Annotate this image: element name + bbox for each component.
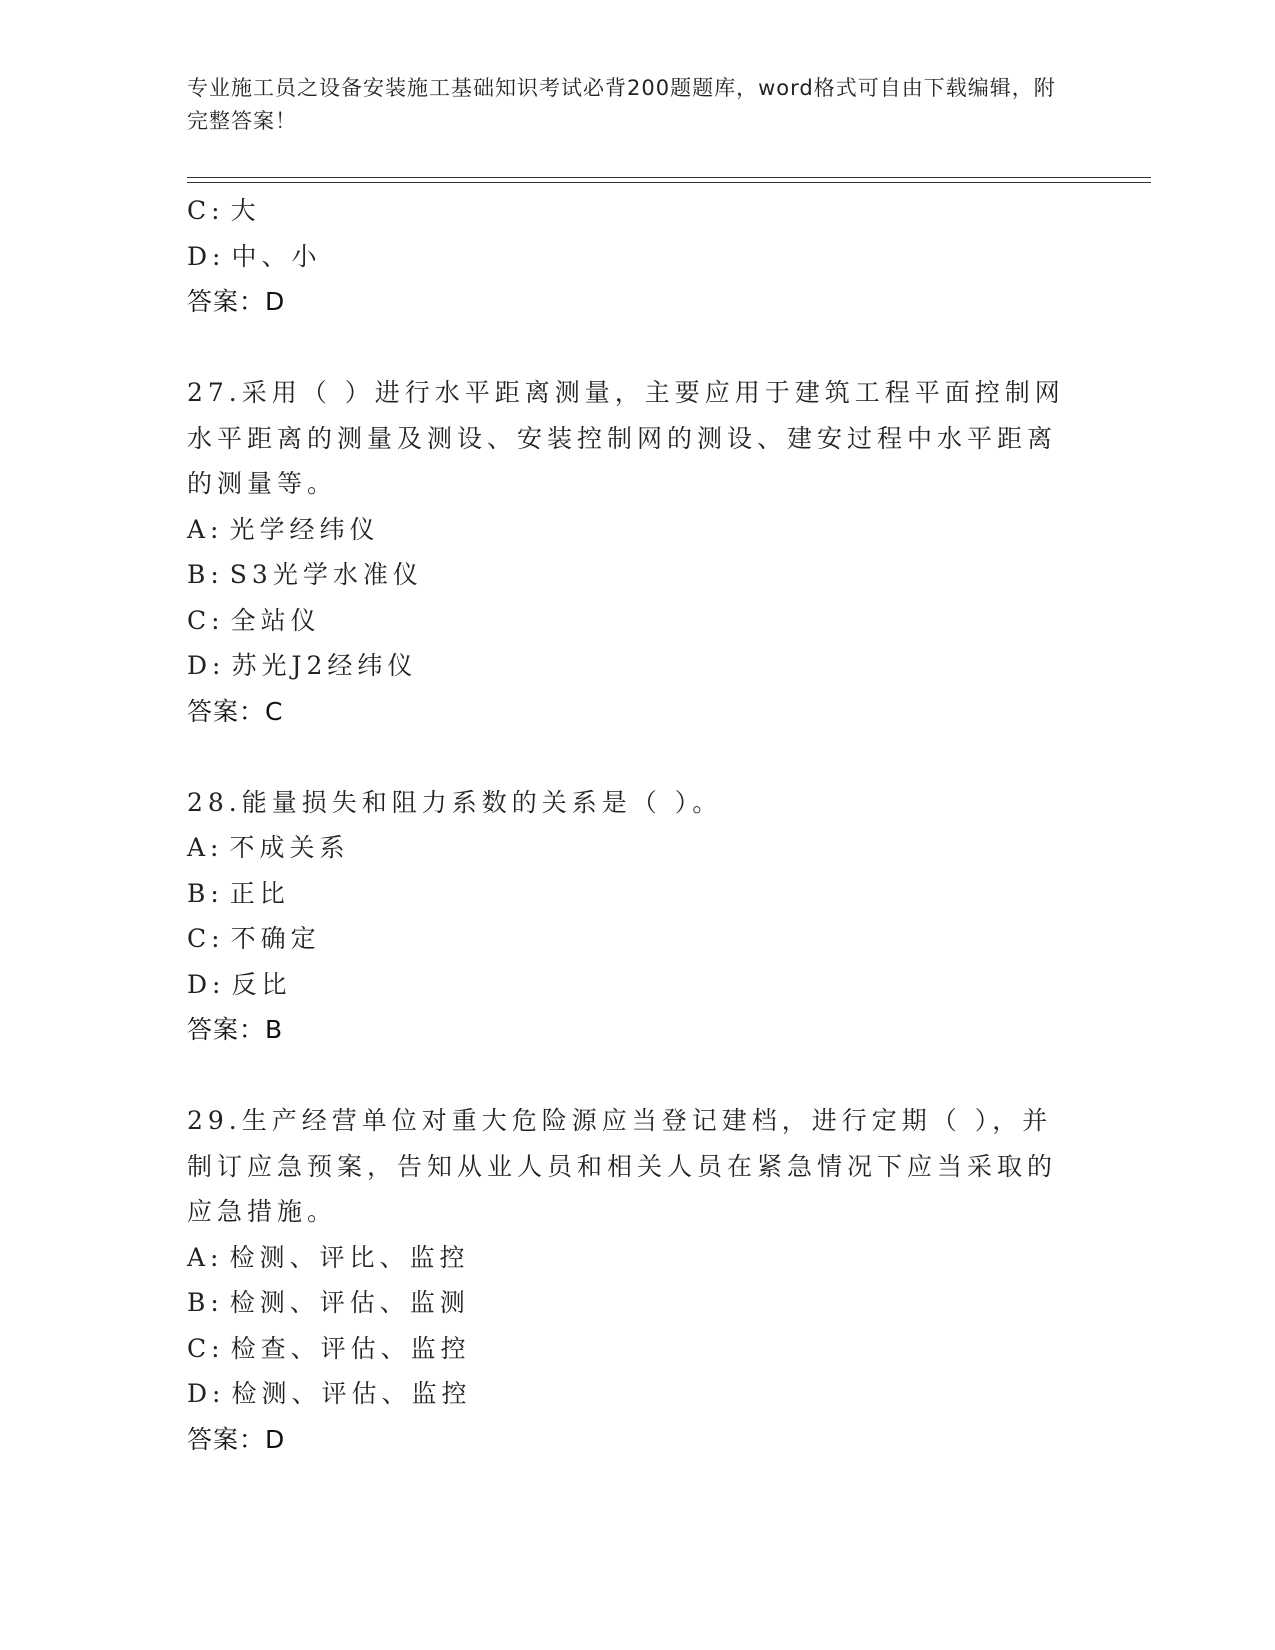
option-text: 不确定 xyxy=(230,924,321,953)
spacer xyxy=(187,734,1087,780)
answer-line: 答案：C xyxy=(187,696,284,726)
option-a xyxy=(187,507,1087,553)
option-b xyxy=(187,552,1087,598)
option-text: 不成关系 xyxy=(229,833,350,862)
option-text: 检测、评比、监控 xyxy=(229,1242,470,1272)
option-label: D: xyxy=(187,1379,226,1408)
option-label: C: xyxy=(187,924,225,953)
option-b xyxy=(187,1280,1087,1326)
question-text: 29.生产经营单位对重大危险源应当登记建档，进行定期（ ），并制订应急预案，告知从业人员和相关人员在紧急情况下应当采取的应急措施。 xyxy=(187,1106,1058,1226)
option-text: 大 xyxy=(230,196,261,225)
spacer xyxy=(187,1053,1087,1099)
option-label: C: xyxy=(187,1333,225,1363)
option-label: D: xyxy=(187,241,226,271)
option-label: D: xyxy=(187,651,226,680)
option-d xyxy=(187,643,1087,689)
option-label: B: xyxy=(187,1288,224,1317)
option-text: 检测、评估、监测 xyxy=(229,1288,470,1317)
document-header-title: 专业施工员之设备安装施工基础知识考试必背200题题库，word格式可自由下载编辑，附完整答案！ xyxy=(187,76,1056,133)
option-text: 检查、评估、监控 xyxy=(230,1333,471,1363)
question-block-29 xyxy=(187,1098,1087,1462)
option-label: D: xyxy=(187,969,226,999)
option-a xyxy=(187,1235,1087,1281)
question-block-26 xyxy=(187,188,1087,325)
question-block-27 xyxy=(187,370,1087,734)
answer-line: 答案：D xyxy=(187,287,286,316)
option-label: C: xyxy=(187,196,225,225)
option-text: S3光学水准仪 xyxy=(229,560,423,589)
question-text: 27.采用（ ）进行水平距离测量，主要应用于建筑工程平面控制网水平距离的测量及测设、安装控制网的测设、建安过程中水平距离的测量等。 xyxy=(187,378,1065,498)
option-text: 苏光J2经纬仪 xyxy=(231,651,418,680)
option-d xyxy=(187,234,1087,280)
option-c xyxy=(187,188,1087,234)
question-list xyxy=(187,188,1087,1462)
option-b xyxy=(187,871,1087,917)
option-label: A: xyxy=(187,1242,224,1272)
option-c xyxy=(187,598,1087,644)
option-label: A: xyxy=(187,833,224,862)
option-c xyxy=(187,916,1087,962)
option-text: 光学经纬仪 xyxy=(229,514,380,544)
header-divider-top xyxy=(187,177,1151,178)
option-label: A: xyxy=(187,514,224,544)
option-c xyxy=(187,1326,1087,1372)
option-a xyxy=(187,825,1087,871)
option-text: 正比 xyxy=(229,878,290,908)
question-text: 28.能量损失和阻力系数的关系是（ ）。 xyxy=(187,787,723,817)
option-d xyxy=(187,962,1087,1008)
option-label: B: xyxy=(187,560,224,589)
answer-line: 答案：B xyxy=(187,1015,284,1044)
option-label: C: xyxy=(187,605,225,635)
option-text: 反比 xyxy=(231,969,292,999)
option-text: 检测、评估、监控 xyxy=(231,1379,472,1408)
option-text: 中、小 xyxy=(231,241,322,271)
option-text: 全站仪 xyxy=(230,605,321,635)
header-divider-bottom xyxy=(187,182,1151,183)
option-label: B: xyxy=(187,878,224,908)
option-d xyxy=(187,1371,1087,1417)
spacer xyxy=(187,325,1087,371)
question-block-28 xyxy=(187,780,1087,1053)
answer-line: 答案：D xyxy=(187,1424,286,1454)
